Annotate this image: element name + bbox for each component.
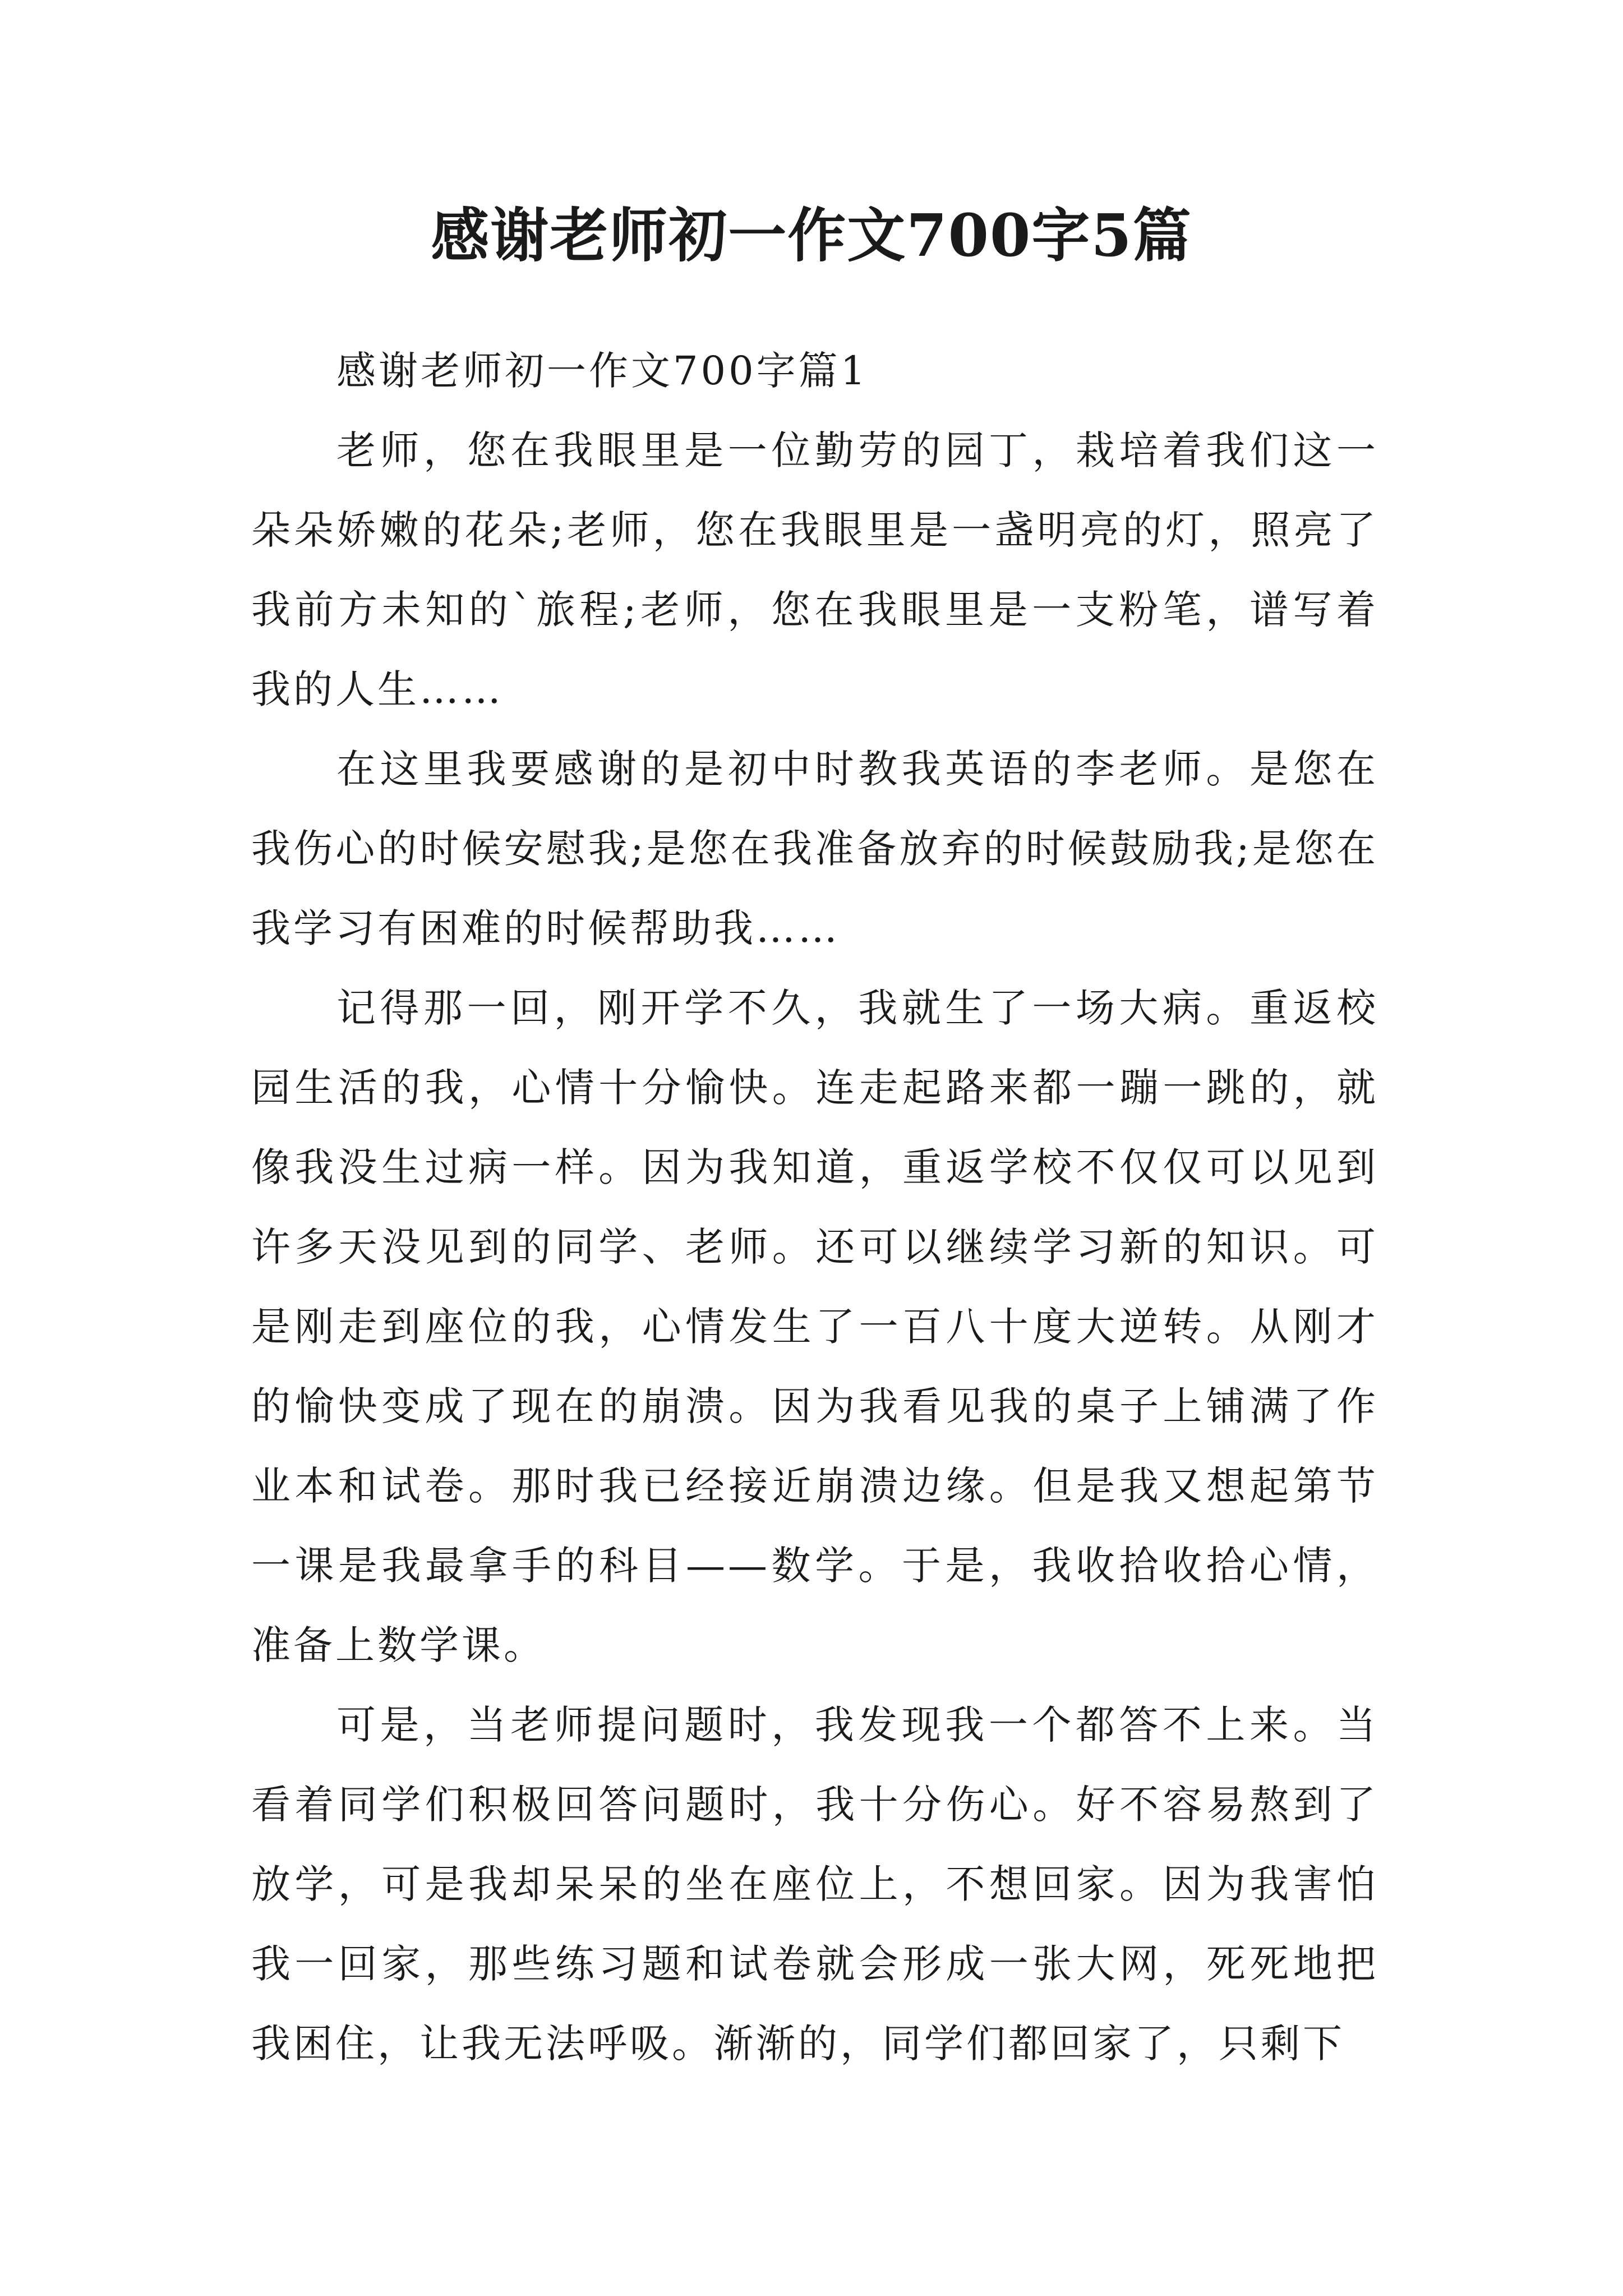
paragraph: 可是，当老师提问题时，我发现我一个都答不上来。当看着同学们积极回答问题时，我十分伤心。好不容易熬到了放学，可是我却呆呆的坐在座位上，不想回家。因为我害怕我一回家，那些练习题和试卷就会形成一张大网，死死地把我困住，让我无法呼吸。渐渐的，同学们都回家了，只剩下 xyxy=(251,1702,1378,2067)
paragraph: 记得那一回，刚开学不久，我就生了一场大病。重返校园生活的我，心情十分愉快。连走起路来都一蹦一跳的，就像我没生过病一样。因为我知道，重返学校不仅仅可以见到许多天没见到的同学、老师。还可以继续学习新的知识。可是刚走到座位的我，心情发生了一百八十度大逆转。从刚才的愉快变成了现在的崩溃。因为我看见我的桌子上铺满了作业本和试卷。那时我已经接近崩溃边缘。但是我又想起第节一课是我最拿手的科目——数学。于是，我收拾收拾心情，准备上数学课。 xyxy=(251,985,1378,1668)
section-heading: 感谢老师初一作文700字篇1 xyxy=(336,348,869,394)
document-body xyxy=(251,331,1378,2083)
document-title: 感谢老师初一作文700字5篇 xyxy=(431,201,1192,270)
paragraph: 老师，您在我眼里是一位勤劳的园丁，栽培着我们这一朵朵娇嫩的花朵;老师，您在我眼里是一盏明亮的灯，照亮了我前方未知的`旅程;老师，您在我眼里是一支粉笔，谱写着我的人生…… xyxy=(251,427,1378,712)
paragraph: 在这里我要感谢的是初中时教我英语的李老师。是您在我伤心的时候安慰我;是您在我准备放弃的时候鼓励我;是您在我学习有困难的时候帮助我…… xyxy=(251,746,1378,951)
